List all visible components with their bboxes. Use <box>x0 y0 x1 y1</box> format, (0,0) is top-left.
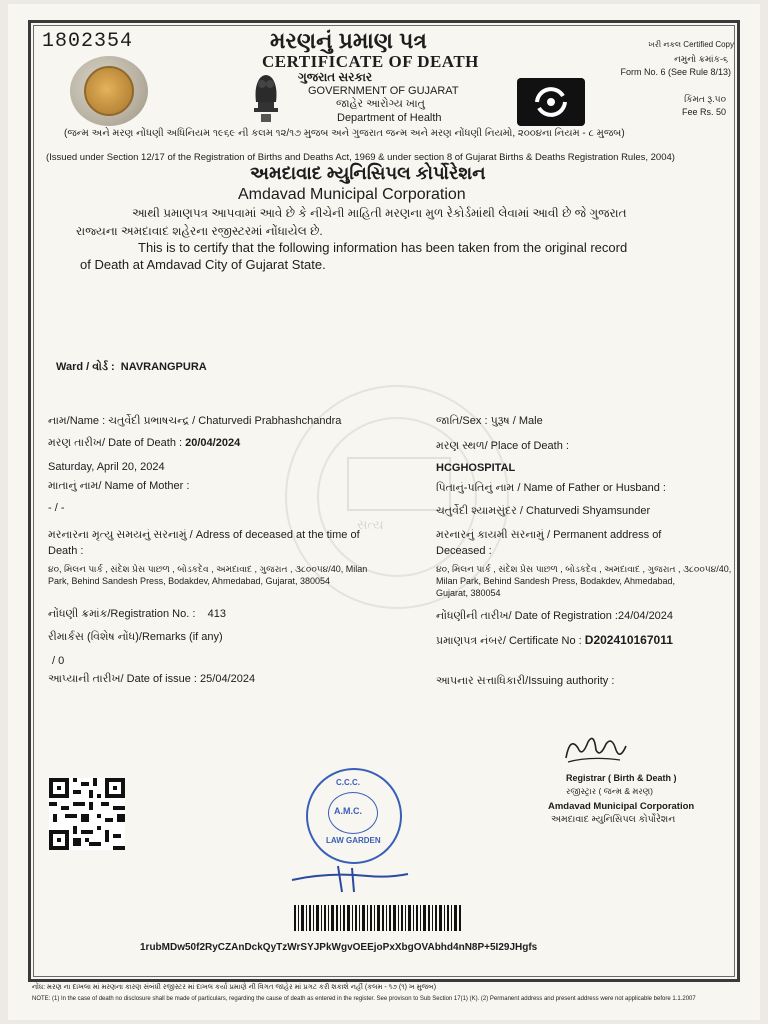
qr-code-icon[interactable] <box>49 778 125 850</box>
registration-date-label: નોંધણીની તારીખ/ Date of Registration : <box>436 610 618 622</box>
place-of-death-label: મરણ સ્થળ/ Place of Death : <box>436 440 569 452</box>
form-number-gujarati: નમુનો ક્રમાંક-૬ <box>674 54 728 64</box>
sex-label: જાતિ/Sex : <box>436 415 488 427</box>
registrar-corporation-english: Amdavad Municipal Corporation <box>548 801 695 812</box>
mother-name-label: માતાનું નામ/ Name of Mother : <box>48 480 190 492</box>
certify-statement-english-2: of Death at Amdavad City of Gujarat State. <box>80 257 326 272</box>
corporation-name-english: Amdavad Municipal Corporation <box>238 186 466 203</box>
amc-logo-icon <box>517 78 585 126</box>
stamp-signature <box>288 862 412 894</box>
remarks-label: રીમાર્કસ (વિશેષ નોંધ)/Remarks (if any) <box>48 631 223 643</box>
permanent-address-label-line-2: Deceased : <box>436 545 492 557</box>
address-label-line-2: Death : <box>48 545 84 557</box>
ashoka-lion-emblem-icon <box>244 66 288 124</box>
section-note-gujarati: (જન્મ અને મરણ નોંધણી અધિનિયમ ૧૯૬૯ ની કલમ ૧૨/૧૭ મુજબ અને ગુજરાત જન્મ અને મરણ નોંધણી નિયમો, ૨૦૦૪ના નિયમ - ૮ મુજબ) <box>64 128 625 139</box>
seal-text-bottom: LAW GARDEN <box>326 836 381 845</box>
address-value-english: Park, Behind Sandesh Press, Bodakdev, Ahmedabad, Gujarat, 380054 <box>48 576 331 586</box>
fee-english: Fee Rs. 50 <box>681 107 726 117</box>
certified-copy-label: ખરી નકલ Certified Copy <box>648 40 734 49</box>
address-value <box>48 563 428 587</box>
issue-date-label: આપ્યાની તારીખ/ Date of issue : <box>48 673 197 685</box>
registration-date-value: 24/04/2024 <box>617 610 674 622</box>
issue-date-value: 25/04/2024 <box>200 673 256 685</box>
corporation-name-gujarati: અમદાવાદ મ્યુનિસિપલ કોર્પોરેશન <box>250 163 486 183</box>
registration-number-row <box>48 608 226 621</box>
serial-number: 1802354 <box>42 30 134 53</box>
remarks-value: / 0 <box>52 655 65 667</box>
place-of-death-value: HCGHOSPITAL <box>436 462 516 474</box>
sex-row <box>436 415 543 428</box>
amc-law-garden-seal <box>306 768 402 864</box>
registrar-title-english: Registrar ( Birth & Death ) <box>566 773 677 783</box>
section-note-english: (Issued under Section 12/17 of the Registration of Births and Deaths Act, 1969 & under section 8 of Gujarat Births & Deaths Registration Rules, 2004) <box>46 152 675 163</box>
dept-english: Department of Health <box>337 112 442 124</box>
permanent-address-gujarati: ૪૦, મિલન પાર્ક , સંદેશ પ્રેસ પાછળ , બોડકદેવ , અમદાવાદ , ગુજરાત , ૩૮૦૦૫૪/40, <box>436 564 732 574</box>
date-of-death-value: 20/04/2024 <box>185 437 241 449</box>
certificate-number-value: D202410167011 <box>584 633 673 647</box>
certificate-number-label: પ્રમાણપત્ર નંબર/ Certificate No : <box>436 635 582 647</box>
ward-value: NAVRANGPURA <box>120 361 207 373</box>
certify-statement-gujarati-2: રાજ્યના અમદાવાદ શહેરના રજીસ્ટરમાં નોંધાયેલ છે. <box>76 224 323 238</box>
barcode-icon <box>294 905 462 931</box>
permanent-address-label-line-1: મરનારનું કાયમી સરનામું / Permanent address of <box>436 529 662 541</box>
ward-row <box>56 361 207 374</box>
permanent-address-english-1: Milan Park, Behind Sandesh Press, Bodakdev, Ahmedabad, <box>436 576 675 586</box>
registrar-title-gujarati: રજીસ્ટ્રાર ( જન્મ & મરણ) <box>566 786 653 796</box>
date-of-death-label: મરણ તારીખ/ Date of Death : <box>48 437 183 449</box>
gujarat-emblem-icon <box>70 56 148 126</box>
mother-name-value: - / - <box>48 502 65 514</box>
name-value: ચતુર્વેદી પ્રભાષચન્દ્ર / Chaturvedi Prabhashchandra <box>108 415 342 427</box>
address-value-gujarati: ૪૦, મિલન પાર્ક , સંદેશ પ્રેસ પાછળ , બોડકદેવ , અમદાવાદ , ગુજરાત , ૩૮૦૦૫૪/40, Milan <box>48 564 368 574</box>
seal-text-middle: A.M.C. <box>334 806 362 816</box>
address-label-line-1: મરનારના મૃત્યુ સમયનું સરનામું / Adress of deceased at the time of <box>48 529 360 541</box>
fee-gujarati: કિંમત રૂ.૫૦ <box>684 94 726 104</box>
registration-date-row <box>436 610 673 623</box>
permanent-address-english-2: Gujarat, 380054 <box>436 588 501 598</box>
issuing-authority-label: આપનાર સત્તાધિકારી/Issuing authority : <box>436 675 615 687</box>
registration-number-label: નોંધણી ક્રમાંક/Registration No. : <box>48 608 196 620</box>
registration-number-value: 413 <box>207 608 226 620</box>
date-of-death-day: Saturday, April 20, 2024 <box>48 461 165 473</box>
certify-statement-gujarati-1: આથી પ્રમાણપત્ર આપવામાં આવે છે કે નીચેની માહિતી મરણના મુળ રેકોર્ડમાંથી લેવામાં આવી છે જે ગુજરાત <box>132 206 627 220</box>
watermark-text: સત્ય <box>357 517 384 532</box>
govt-gujarati: ગુજરાત સરકાર <box>298 70 373 84</box>
govt-english: GOVERNMENT OF GUJARAT <box>308 85 459 97</box>
note-gujarati: નોંધ: મરણ ના દાખલા માં મરણના કારણ સંબંધી રજીસ્ટર માં દાખલ કર્યા પ્રમાણે ની વિગત જાહેર માં પ્રગટ કરી શકાશે નહીં (કલમ - ૧૭ (૧) ખ મુજબ) <box>32 984 437 991</box>
name-label: નામ/Name : <box>48 415 106 427</box>
title-english: CERTIFICATE OF DEATH <box>262 52 479 71</box>
registrar-signature <box>560 728 632 768</box>
permanent-address-value <box>436 563 754 599</box>
issue-date-row <box>48 673 255 686</box>
father-name-value: ચતુર્વેદી શ્યામસુંદર / Chaturvedi Shyamsunder <box>436 505 651 517</box>
certificate-number-row <box>436 633 673 648</box>
sex-value: પુરૂષ / Male <box>490 415 543 427</box>
name-row <box>48 415 341 428</box>
note-english: NOTE: (1) In the case of death no disclosure shall be made of particulars, regarding the cause of death as entered in the register. See provison to Sub Section 17(1) (K). (2) Permanent address and present address were not applicable before 1.1.2007 <box>32 996 696 1002</box>
verification-code: 1rubMDw50f2RyCZAnDckQyTzWrSYJPkWgvOEEjoPxXbgOVAbhd4nN8P+5I29JHgfs <box>140 942 538 953</box>
father-name-label: પિતાનું-પતિનું નામ / Name of Father or Husband : <box>436 482 666 494</box>
title-gujarati: મરણનું પ્રમાણ પત્ર <box>270 28 427 53</box>
registrar-corporation-gujarati: અમદાવાદ મ્યુનિસિપલ કોર્પોરેશન <box>551 814 676 825</box>
dept-gujarati: જાહેર આરોગ્ય ખાતુ <box>336 98 425 110</box>
certify-statement-english-1: This is to certify that the following information has been taken from the original record <box>138 240 628 255</box>
ward-label: Ward / વોર્ડ : <box>56 361 115 373</box>
date-of-death-row <box>48 437 240 450</box>
seal-text-top: C.C.C. <box>336 778 360 787</box>
form-number-english: Form No. 6 (See Rule 8/13) <box>620 67 731 77</box>
